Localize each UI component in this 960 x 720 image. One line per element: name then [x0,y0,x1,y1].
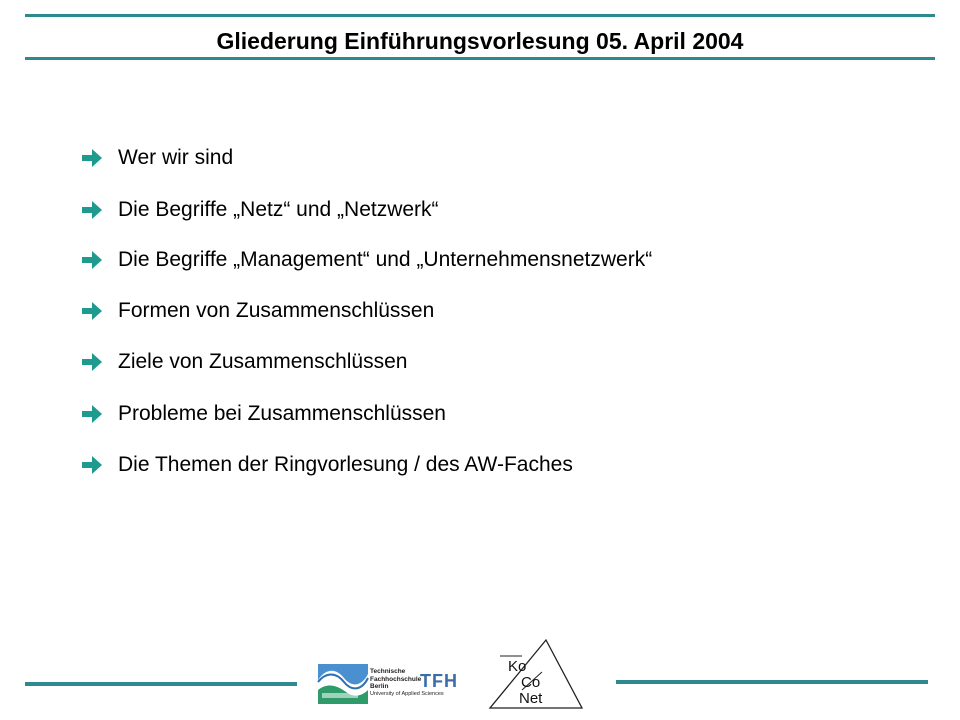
tfh-line: Berlin [370,683,389,690]
arrow-right-icon [80,403,104,425]
koconet-logo [482,636,590,712]
koconet-co: Co [521,674,541,691]
arrow-right-icon [80,199,104,221]
tfh-line: University of Applied Sciences [370,690,444,697]
bullet-text: Die Themen der Ringvorlesung / des AW-Faches [118,453,573,476]
top-rule-upper [25,14,935,17]
koconet-net: Net [519,690,543,707]
tfh-emblem-icon [316,660,374,706]
bullet-item [80,142,233,174]
arrow-right-icon [80,147,104,169]
arrow-right-icon [80,454,104,476]
bullet-text: Die Begriffe „Management“ und „Unternehmensnetzwerk“ [118,248,653,271]
bottom-rule-right [616,680,928,684]
arrow-right-icon [80,300,104,322]
arrow-right-icon [80,249,104,271]
tfh-line: Technische [370,668,406,675]
bullet-item [80,449,573,481]
slide-title: Gliederung Einführungsvorlesung 05. April 2004 [216,28,744,54]
bullet-item [80,295,434,327]
tfh-logo [316,660,461,706]
tfh-line: Fachhochschule [370,675,422,683]
arrow-right-icon [80,351,104,373]
bullet-text: Die Begriffe „Netz“ und „Netzwerk“ [118,198,439,221]
tfh-mark: TFH [420,671,458,691]
bullet-text: Ziele von Zusammenschlüssen [118,350,408,373]
bullet-item [80,244,652,276]
bullet-item [80,194,439,226]
top-rule-lower [25,57,935,60]
bullet-text: Formen von Zusammenschlüssen [118,299,435,322]
koconet-ko: Ko [508,658,527,675]
bottom-rule-left [25,682,297,686]
bullet-item [80,346,407,378]
bullet-text: Wer wir sind [118,146,234,169]
bullet-text: Probleme bei Zusammenschlüssen [118,402,446,425]
bullet-item [80,398,446,430]
